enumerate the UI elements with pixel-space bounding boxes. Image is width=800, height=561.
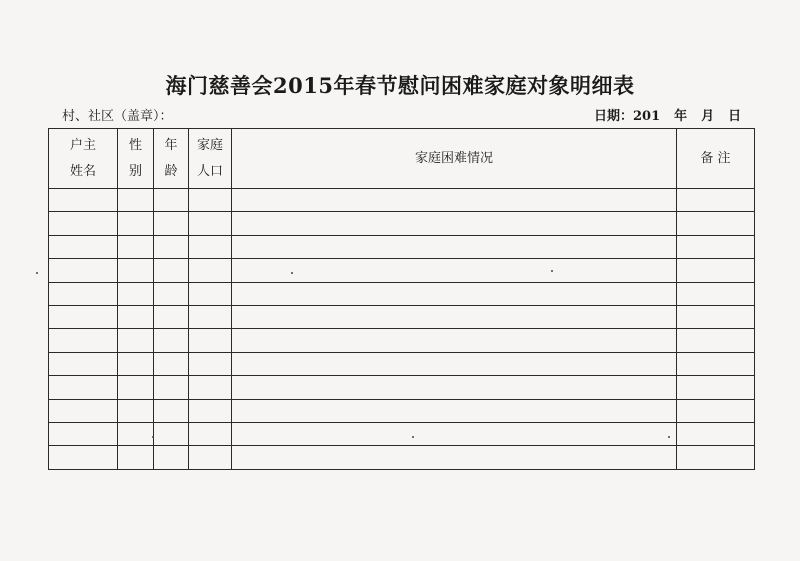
table-row	[49, 259, 755, 282]
cell-gender[interactable]	[118, 422, 154, 445]
cell-age[interactable]	[154, 189, 189, 212]
cell-hardship[interactable]	[232, 259, 677, 282]
cell-age[interactable]	[154, 446, 189, 469]
header-gender: 性 别	[118, 129, 154, 189]
cell-gender[interactable]	[118, 189, 154, 212]
cell-family-size[interactable]	[189, 446, 232, 469]
scan-speck	[291, 272, 293, 274]
cell-gender[interactable]	[118, 446, 154, 469]
cell-remarks[interactable]	[677, 259, 755, 282]
cell-hardship[interactable]	[232, 189, 677, 212]
cell-remarks[interactable]	[677, 282, 755, 305]
cell-remarks[interactable]	[677, 376, 755, 399]
cell-age[interactable]	[154, 399, 189, 422]
cell-age[interactable]	[154, 329, 189, 352]
header-family-size: 家庭 人口	[189, 129, 232, 189]
form-title: 海门慈善会2015年春节慰问困难家庭对象明细表	[165, 73, 635, 98]
cell-age[interactable]	[154, 235, 189, 258]
cell-family-size[interactable]	[189, 259, 232, 282]
table-body	[49, 189, 755, 470]
scan-speck	[412, 436, 414, 438]
table-row	[49, 212, 755, 235]
cell-family-size[interactable]	[189, 305, 232, 328]
cell-family-size[interactable]	[189, 422, 232, 445]
cell-household-head[interactable]	[49, 235, 118, 258]
cell-household-head[interactable]	[49, 212, 118, 235]
cell-family-size[interactable]	[189, 212, 232, 235]
cell-family-size[interactable]	[189, 189, 232, 212]
cell-hardship[interactable]	[232, 376, 677, 399]
cell-gender[interactable]	[118, 376, 154, 399]
date-day-label: 日	[728, 109, 742, 124]
table-row	[49, 352, 755, 375]
header-age: 年 龄	[154, 129, 189, 189]
cell-family-size[interactable]	[189, 352, 232, 375]
table-row	[49, 189, 755, 212]
cell-age[interactable]	[154, 282, 189, 305]
cell-household-head[interactable]	[49, 352, 118, 375]
cell-household-head[interactable]	[49, 282, 118, 305]
cell-hardship[interactable]	[232, 329, 677, 352]
cell-gender[interactable]	[118, 329, 154, 352]
cell-age[interactable]	[154, 259, 189, 282]
cell-remarks[interactable]	[677, 329, 755, 352]
cell-hardship[interactable]	[232, 305, 677, 328]
date-month-label: 月	[701, 109, 715, 124]
cell-remarks[interactable]	[677, 399, 755, 422]
cell-hardship[interactable]	[232, 352, 677, 375]
table-header-row	[49, 129, 755, 189]
cell-hardship[interactable]	[232, 399, 677, 422]
table-row	[49, 305, 755, 328]
household-detail-table	[48, 128, 755, 470]
cell-gender[interactable]	[118, 352, 154, 375]
cell-gender[interactable]	[118, 259, 154, 282]
cell-household-head[interactable]	[49, 259, 118, 282]
cell-remarks[interactable]	[677, 212, 755, 235]
scan-speck	[152, 436, 154, 438]
date-field	[594, 105, 741, 124]
cell-remarks[interactable]	[677, 446, 755, 469]
cell-remarks[interactable]	[677, 189, 755, 212]
scan-speck	[36, 272, 38, 274]
cell-household-head[interactable]	[49, 446, 118, 469]
cell-gender[interactable]	[118, 235, 154, 258]
cell-age[interactable]	[154, 376, 189, 399]
cell-family-size[interactable]	[189, 235, 232, 258]
cell-household-head[interactable]	[49, 189, 118, 212]
cell-hardship[interactable]	[232, 282, 677, 305]
cell-age[interactable]	[154, 422, 189, 445]
cell-family-size[interactable]	[189, 399, 232, 422]
cell-hardship[interactable]	[232, 212, 677, 235]
table-row	[49, 422, 755, 445]
header-hardship: 家庭困难情况	[232, 129, 677, 189]
cell-age[interactable]	[154, 212, 189, 235]
table-row	[49, 376, 755, 399]
header-remarks: 备 注	[677, 129, 755, 189]
cell-gender[interactable]	[118, 399, 154, 422]
table-row	[49, 399, 755, 422]
cell-remarks[interactable]	[677, 352, 755, 375]
cell-age[interactable]	[154, 352, 189, 375]
cell-gender[interactable]	[118, 212, 154, 235]
cell-remarks[interactable]	[677, 422, 755, 445]
cell-household-head[interactable]	[49, 305, 118, 328]
cell-family-size[interactable]	[189, 329, 232, 352]
cell-family-size[interactable]	[189, 282, 232, 305]
cell-family-size[interactable]	[189, 376, 232, 399]
cell-hardship[interactable]	[232, 422, 677, 445]
cell-household-head[interactable]	[49, 399, 118, 422]
cell-age[interactable]	[154, 305, 189, 328]
village-stamp-label: 村、社区（盖章）：	[62, 109, 173, 124]
cell-gender[interactable]	[118, 282, 154, 305]
table-row	[49, 235, 755, 258]
cell-household-head[interactable]	[49, 329, 118, 352]
cell-hardship[interactable]	[232, 446, 677, 469]
cell-household-head[interactable]	[49, 422, 118, 445]
date-label: 日期：201	[594, 109, 661, 124]
cell-remarks[interactable]	[677, 235, 755, 258]
date-year-label: 年	[674, 109, 688, 124]
cell-gender[interactable]	[118, 305, 154, 328]
cell-hardship[interactable]	[232, 235, 677, 258]
table-row	[49, 329, 755, 352]
header-household-head: 户主 姓名	[49, 129, 118, 189]
scan-speck	[551, 270, 553, 272]
table-row	[49, 446, 755, 469]
cell-household-head[interactable]	[49, 376, 118, 399]
scan-speck	[668, 436, 670, 438]
cell-remarks[interactable]	[677, 305, 755, 328]
table-row	[49, 282, 755, 305]
